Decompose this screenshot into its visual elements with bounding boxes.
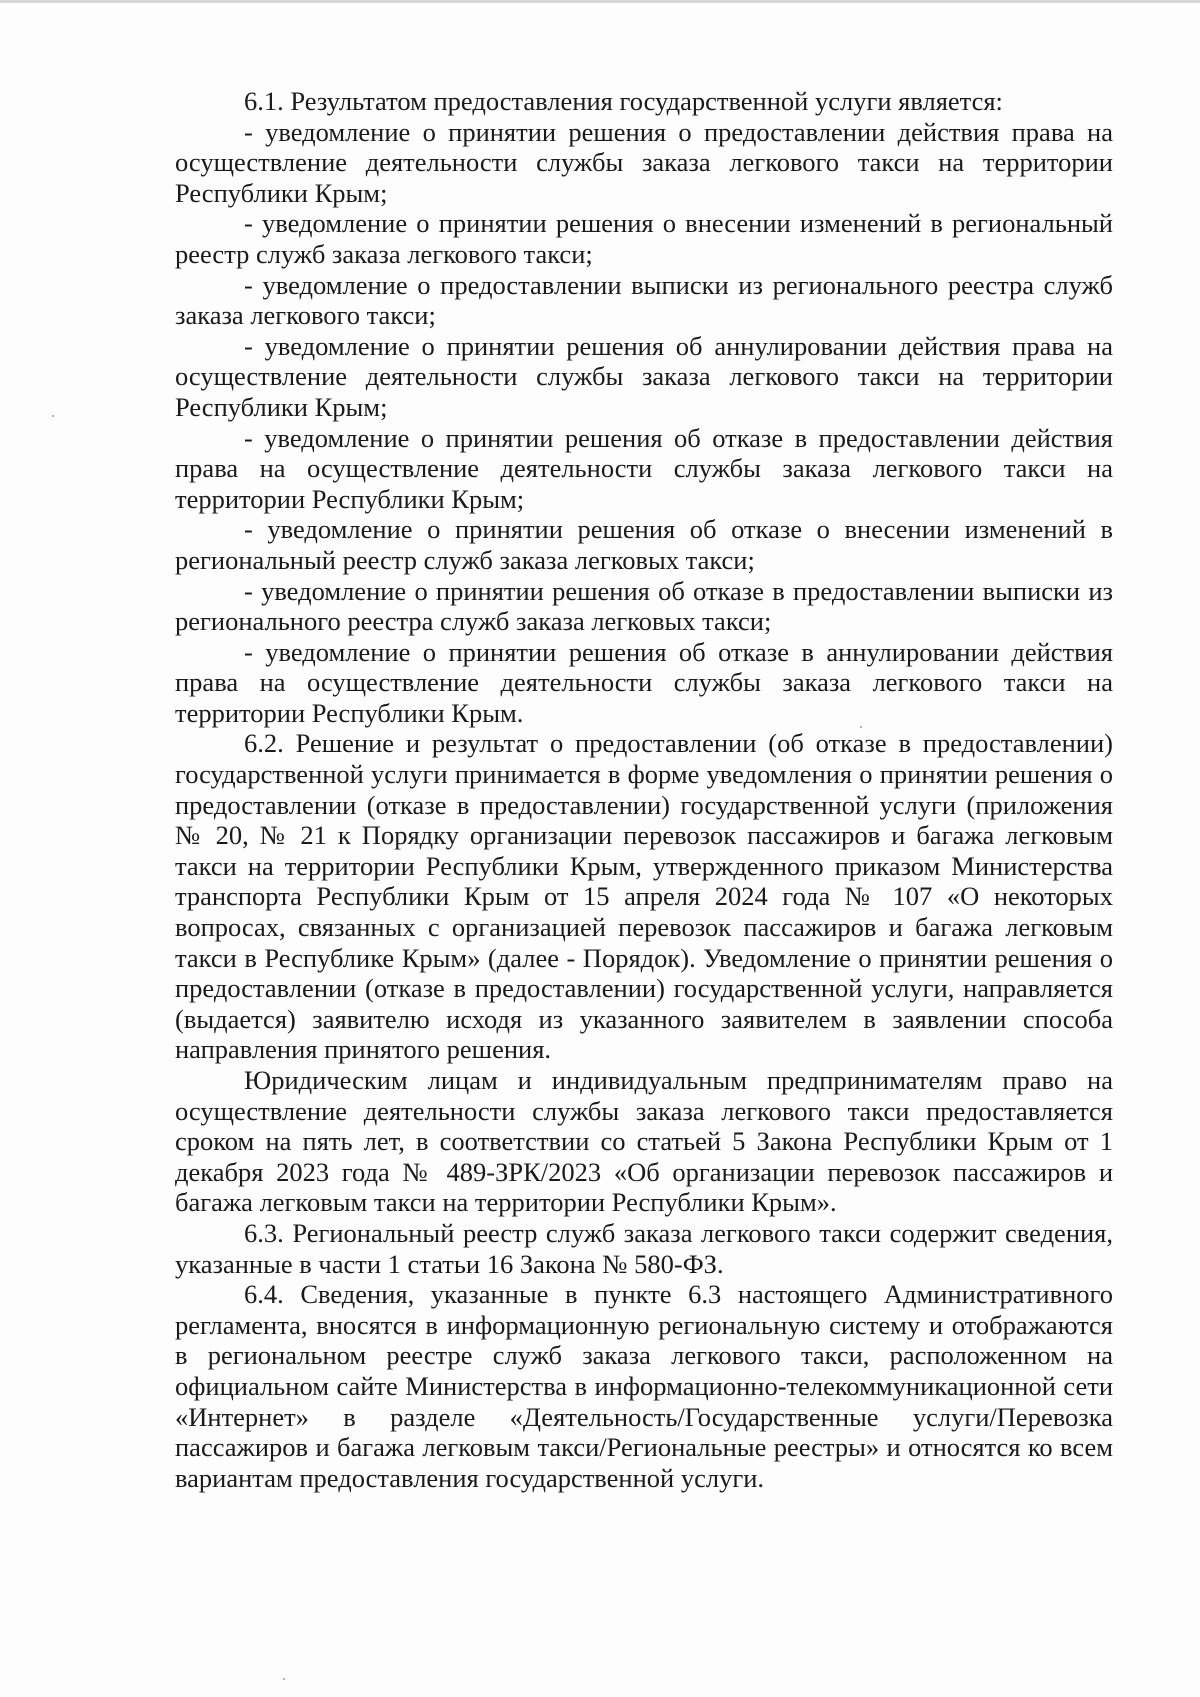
result-item-grant-right: - уведомление о принятии решения о предоставлении действия права на осуществление деятельности службы заказа легкового такси на территории Республики Крым;	[175, 116, 1113, 208]
result-item-registry-changes: - уведомление о принятии решения о внесении изменений в региональный реестр служб заказа легкового такси;	[175, 208, 1113, 269]
scan-speck	[860, 726, 862, 728]
paragraph-6-2: 6.2. Решение и результат о предоставлении (об отказе в предоставлении) государственной услуги принимается в форме уведомления о принятии решения о предоставлении (отказе в предоставлении) государственной услуги (приложения № 20, № 21 к Порядку организации перевозок пассажиров и багажа легковым такси на территории Республики Крым, утвержденного приказом Министерства транспорта Республики Крым от 15 апреля 2024 года № 107 «О некоторых вопросах, связанных с организацией перевозок пассажиров и багажа легковым такси в Республике Крым» (далее - Порядок). Уведомление о принятии решения о предоставлении (отказе в предоставлении) государственной услуги, направляется (выдается) заявителю исходя из указанного заявителем в заявлении способа направления принятого решения.	[175, 728, 1113, 1065]
result-item-refusal-extract: - уведомление о принятии решения об отказе в предоставлении выписки из регионального реестра служб заказа легковых такси;	[175, 575, 1113, 637]
scan-speck	[283, 1678, 285, 1680]
result-item-refusal-changes: - уведомление о принятии решения об отказе о внесении изменений в региональный реестр служб заказа легковых такси;	[175, 514, 1113, 575]
paragraph-6-1-heading: 6.1. Результатом предоставления государственной услуги является:	[244, 86, 1003, 116]
result-item-refusal-annulment: - уведомление о принятии решения об отказе в аннулировании действия права на осуществление деятельности службы заказа легкового такси на территории Республики Крым.	[175, 636, 1113, 728]
document-body	[175, 86, 1113, 1493]
paragraph-6-3: 6.3. Региональный реестр служб заказа легкового такси содержит сведения, указанные в части 1 статьи 16 Закона № 580-ФЗ.	[175, 1217, 1113, 1279]
result-item-refusal-grant: - уведомление о принятии решения об отказе в предоставлении действия права на осуществление деятельности службы заказа легкового такси на территории Республики Крым;	[175, 422, 1113, 514]
paragraph-term-of-right: Юридическим лицам и индивидуальным предпринимателям право на осуществление деятельности службы заказа легкового такси предоставляется сроком на пять лет, в соответствии со статьей 5 Закона Республики Крым от 1 декабря 2023 года № 489-ЗРК/2023 «Об организации перевозок пассажиров и багажа легковым такси на территории Республики Крым».	[175, 1065, 1113, 1218]
scan-speck	[52, 415, 54, 417]
scan-top-edge	[0, 0, 1200, 3]
paragraph-6-4: 6.4. Сведения, указанные в пункте 6.3 настоящего Административного регламента, вносятся в информационную региональную систему и отображаются в региональном реестре служб заказа легкового такси, расположенном на официальном сайте Министерства в информационно-телекоммуникационной сети «Интернет» в разделе «Деятельность/Государственные услуги/Перевозка пассажиров и багажа легковым такси/Региональные реестры» и относятся ко всем вариантам предоставления государственной услуги.	[175, 1279, 1113, 1493]
result-item-annulment: - уведомление о принятии решения об аннулировании действия права на осуществление деятельности службы заказа легкового такси на территории Республики Крым;	[175, 330, 1113, 422]
result-item-registry-extract: - уведомление о предоставлении выписки из регионального реестра служб заказа легкового такси;	[175, 269, 1113, 331]
